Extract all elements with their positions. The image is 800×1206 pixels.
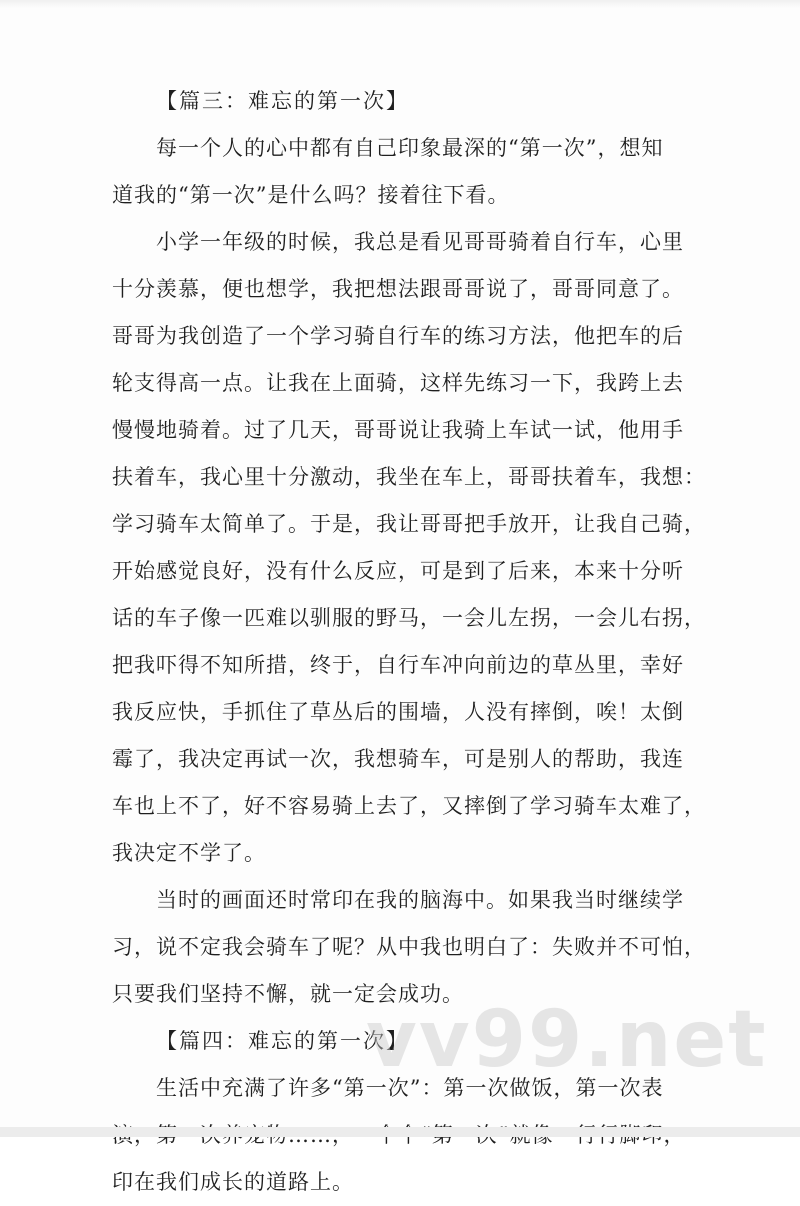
watermark-logo: vv99.net (366, 995, 768, 1085)
paragraph-line: 当时的画面还时常印在我的脑海中。如果我当时继续学 (156, 888, 684, 912)
paragraph-line: 开始感觉良好，没有什么反应，可是到了后来，本来十分听 (112, 559, 684, 583)
paragraph-line: 把我吓得不知所措，终于，自行车冲向前边的草丛里，幸好 (112, 653, 684, 677)
paragraph-line: 生活中充满了许多“第一次”：第一次做饭，第一次表 (156, 1076, 664, 1100)
paragraph-line: 我决定不学了。 (112, 841, 266, 865)
page-bottom-edge (0, 1127, 800, 1137)
paragraph-line: 小学一年级的时候，我总是看见哥哥骑着自行车，心里 (156, 230, 684, 254)
paragraph-line: 话的车子像一匹难以驯服的野马，一会儿左拐，一会儿右拐， (112, 606, 706, 630)
section-heading-3: 【篇三：难忘的第一次】 (156, 89, 409, 113)
paragraph-line: 车也上不了，好不容易骑上去了，又摔倒了学习骑车太难了， (112, 794, 706, 818)
paragraph-line: 轮支得高一点。让我在上面骑，这样先练习一下，我跨上去 (112, 371, 684, 395)
paragraph-line: 慢慢地骑着。过了几天，哥哥说让我骑上车试一试，他用手 (112, 418, 684, 442)
paragraph-line: 十分羡慕，便也想学，我把想法跟哥哥说了，哥哥同意了。 (112, 277, 684, 301)
paragraph-line: 只要我们坚持不懈，就一定会成功。 (112, 982, 464, 1006)
paragraph-line: 哥哥为我创造了一个学习骑自行车的练习方法，他把车的后 (112, 324, 684, 348)
paragraph-line: 霉了，我决定再试一次，我想骑车，可是别人的帮助，我连 (112, 747, 684, 771)
page-top-edge (0, 0, 800, 8)
paragraph-line: 我反应快，手抓住了草丛后的围墙，人没有摔倒，唉！太倒 (112, 700, 684, 724)
paragraph-line: 学习骑车太简单了。于是，我让哥哥把手放开，让我自己骑， (112, 512, 706, 536)
paragraph-line: 扶着车，我心里十分激动，我坐在车上，哥哥扶着车，我想： (112, 465, 706, 489)
paragraph-line: 道我的“第一次”是什么吗？接着往下看。 (112, 183, 510, 207)
section-heading-4: 【篇四：难忘的第一次】 (156, 1029, 409, 1053)
paragraph-line: 印在我们成长的道路上。 (112, 1170, 354, 1194)
paragraph-line: 每一个人的心中都有自己印象最深的“第一次”，想知 (156, 136, 664, 160)
paragraph-line: 习，说不定我会骑车了呢？从中我也明白了：失败并不可怕， (112, 935, 706, 959)
